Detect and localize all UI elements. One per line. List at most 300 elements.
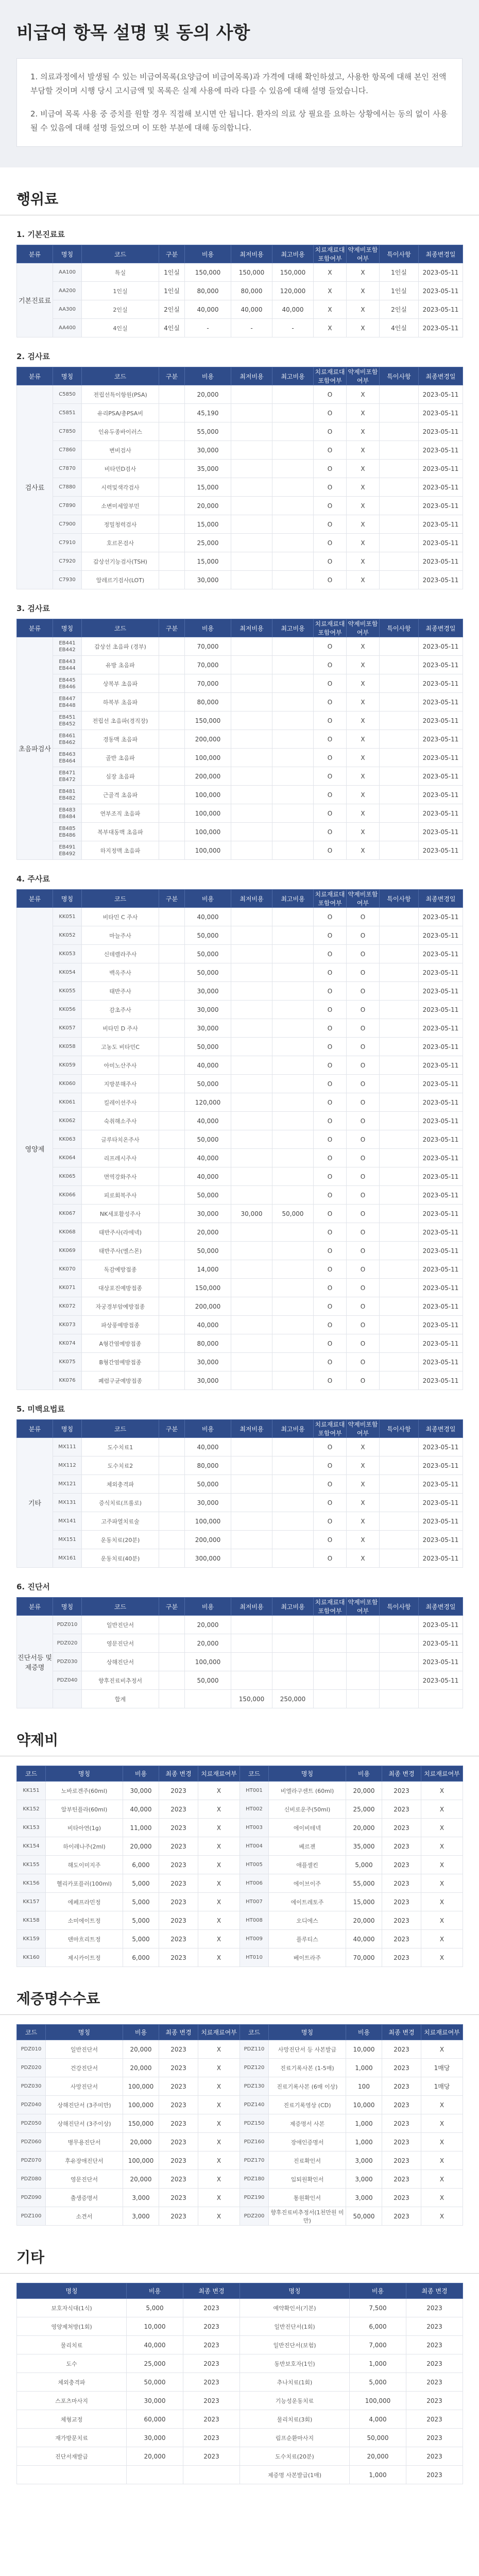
table-cell: O (347, 1353, 380, 1371)
table-cell: X (347, 804, 380, 823)
table-row (17, 2170, 463, 2189)
table-cell (314, 1690, 347, 1708)
table-cell: 에이트레토주 (269, 1893, 346, 1911)
column-header: 코드 (240, 2025, 269, 2040)
table-cell: O (314, 926, 347, 945)
table-cell (159, 1297, 185, 1316)
table-cell: 1매당 (421, 2077, 463, 2096)
table-cell: 100,000 (123, 2151, 159, 2170)
table-cell: X (198, 1819, 240, 1837)
table-cell: 노바로겐주(60ml) (46, 1782, 123, 1800)
table-cell: 2023-05-11 (419, 1475, 463, 1494)
table-cell: 2023-05-11 (419, 1531, 463, 1549)
table-cell: 2023-05-11 (419, 1260, 463, 1279)
table-cell (159, 786, 185, 804)
table-cell: EB491 EB492 (53, 841, 82, 860)
table-cell (380, 1494, 419, 1512)
table-cell (272, 711, 314, 730)
table-cell (272, 1019, 314, 1038)
column-header: 약제비포함여부 (347, 245, 380, 263)
table-row (17, 1093, 463, 1112)
table-cell: 합계 (82, 1690, 159, 1708)
notice-box (16, 58, 463, 147)
table-row (17, 693, 463, 711)
table-row (17, 497, 463, 515)
table-cell: O (314, 730, 347, 749)
table-cell: 제증명서 사본 (269, 2114, 346, 2133)
table-cell: X (347, 823, 380, 841)
table-cell: 오디에스 (269, 1911, 346, 1930)
table-cell: 비타민 D 주사 (82, 1019, 159, 1038)
table-cell: 10,000 (346, 2096, 382, 2114)
table-cell: 2023-05-11 (419, 804, 463, 823)
column-header: 코드 (82, 619, 159, 637)
table-cell: 2023-05-11 (419, 1038, 463, 1056)
table-cell: 2023-05-11 (419, 1316, 463, 1334)
table-cell: 하복부 초음파 (82, 693, 159, 711)
table-cell: 2023-05-11 (419, 1001, 463, 1019)
table-row (17, 2096, 463, 2114)
table-cell (380, 1353, 419, 1371)
table-cell: 2023-05-11 (419, 1130, 463, 1149)
table-cell: 물리치료 (17, 2336, 127, 2354)
column-header: 치료재료여부 (421, 1766, 463, 1782)
table-cell (159, 1056, 185, 1075)
table-cell (159, 1112, 185, 1130)
table-cell (159, 674, 185, 693)
table-row (17, 982, 463, 1001)
table-cell (231, 1531, 272, 1549)
table-cell: EB447 EB448 (53, 693, 82, 711)
table-cell: X (347, 282, 380, 300)
column-header: 최종 변경 (382, 1766, 421, 1782)
table-row (17, 1297, 463, 1316)
table-cell: 2023 (159, 1948, 198, 1967)
table-cell: 1인실 (380, 263, 419, 282)
table-cell: O (347, 1334, 380, 1353)
table-cell: X (347, 1475, 380, 1494)
table-cell: 비타민 C 주사 (82, 908, 159, 926)
table-cell (231, 1223, 272, 1242)
table-cell (159, 460, 185, 478)
table-cell: 20,000 (185, 497, 231, 515)
table-row (17, 2447, 463, 2466)
table-cell: 2023-05-11 (419, 571, 463, 589)
table-cell: X (198, 1930, 240, 1948)
table-cell: PDZ150 (240, 2114, 269, 2133)
table-cell: C5851 (53, 404, 82, 422)
table-cell: 150,000 (231, 263, 272, 282)
table-header-row (17, 890, 463, 908)
table-cell: 상해진단서 (82, 1653, 159, 1671)
table-cell: O (314, 552, 347, 571)
table-cell: 예약확인서(기본) (240, 2299, 350, 2317)
table-cell: X (347, 730, 380, 749)
table-cell: 1인실 (159, 263, 185, 282)
table-row (17, 515, 463, 534)
group-label: 기본진료료 (17, 263, 53, 337)
table-cell: 15,000 (346, 1893, 382, 1911)
table-cell (380, 404, 419, 422)
table-cell: X (198, 2077, 240, 2096)
table-cell (380, 1653, 419, 1671)
table-cell: O (347, 1056, 380, 1075)
column-header: 최고비용 (272, 1598, 314, 1616)
table-row (17, 1242, 463, 1260)
table-cell: 진료확인서 (269, 2151, 346, 2170)
table-cell: X (421, 2151, 463, 2170)
table-cell: 후유장애진단서 (46, 2151, 123, 2170)
table-cell: KK075 (53, 1353, 82, 1371)
table-cell: 폐렴구균예방접종 (82, 1371, 159, 1390)
table-cell: O (314, 1130, 347, 1149)
hero (0, 0, 479, 167)
table-cell: X (314, 319, 347, 337)
table-cell (272, 963, 314, 982)
fee-table (16, 619, 463, 860)
table-cell (272, 460, 314, 478)
table-cell (231, 1130, 272, 1149)
table-cell (231, 1512, 272, 1531)
table-cell: 진료기록영상 (CD) (269, 2096, 346, 2114)
column-header: 최종 변경 (382, 2025, 421, 2040)
table-cell: O (314, 404, 347, 422)
table-cell (380, 1616, 419, 1634)
table-cell: KK052 (53, 926, 82, 945)
table-cell: 4인실 (82, 319, 159, 337)
table-cell: 건강진단서 (46, 2059, 123, 2077)
table-cell (231, 1438, 272, 1456)
table-cell: 40,000 (185, 908, 231, 926)
table-cell: X (198, 1782, 240, 1800)
table-cell: KK055 (53, 982, 82, 1001)
table-cell (231, 823, 272, 841)
table-cell: O (314, 478, 347, 497)
table-cell (380, 1038, 419, 1056)
table-row (17, 1837, 463, 1856)
table-cell (380, 1260, 419, 1279)
table-cell: X (347, 441, 380, 460)
table-cell: 40,000 (185, 1056, 231, 1075)
table-cell (272, 841, 314, 860)
table-cell: 10,000 (346, 2040, 382, 2059)
group-label: 기타 (17, 1438, 53, 1568)
table-cell: EB451 EB452 (53, 711, 82, 730)
table-cell (159, 1634, 185, 1653)
table-cell: 60,000 (127, 2410, 183, 2429)
table-cell: C7850 (53, 422, 82, 441)
table-cell: 200,000 (185, 1297, 231, 1316)
table-cell (159, 1334, 185, 1353)
table-row (17, 1112, 463, 1130)
table-cell: 상복부 초음파 (82, 674, 159, 693)
table-cell: X (347, 1438, 380, 1456)
table-cell: EB461 EB462 (53, 730, 82, 749)
table-cell: 2023 (382, 2170, 421, 2189)
table-cell (159, 1531, 185, 1549)
table-cell: 도수치료(20분) (240, 2447, 350, 2466)
table-cell: 헬리카포플러(100ml) (46, 1874, 123, 1893)
table-cell (231, 1112, 272, 1130)
table-cell: 25,000 (127, 2354, 183, 2373)
table-cell: O (314, 1019, 347, 1038)
table-cell: 100,000 (185, 1653, 231, 1671)
table-cell: 2023-05-11 (419, 552, 463, 571)
table-cell: X (347, 552, 380, 571)
table-cell (380, 1438, 419, 1456)
column-header: 비용 (185, 367, 231, 385)
table-cell: 3,000 (346, 2170, 382, 2189)
table-cell: 사망진단서 등 사본발급 (269, 2040, 346, 2059)
table-cell: EB483 EB484 (53, 804, 82, 823)
table-cell: O (314, 1316, 347, 1334)
table-cell (380, 1334, 419, 1353)
table-row (17, 2317, 463, 2336)
table-cell: 5,000 (350, 2373, 406, 2392)
table-cell: 150,000 (231, 1690, 272, 1708)
table-row (17, 571, 463, 589)
table-cell (272, 1223, 314, 1242)
table-cell (159, 1186, 185, 1205)
table-cell: 1인실 (380, 282, 419, 300)
table-cell: 소견서 (46, 2207, 123, 2226)
table-cell (231, 1671, 272, 1690)
table-row (17, 2410, 463, 2429)
table-cell (272, 552, 314, 571)
table-cell: PDZ070 (17, 2151, 46, 2170)
table-cell: X (347, 1512, 380, 1531)
table-cell: 35,000 (346, 1837, 382, 1856)
table-cell: 2023 (382, 1856, 421, 1874)
table-cell (314, 1671, 347, 1690)
table-cell (380, 1056, 419, 1075)
table-cell: O (314, 945, 347, 963)
table-cell (380, 637, 419, 656)
column-header: 명칭 (53, 890, 82, 908)
table-cell: 고주파열치료술 (82, 1512, 159, 1531)
table-cell: 체외충격파 (82, 1475, 159, 1494)
table-cell (272, 674, 314, 693)
column-header: 최종 변경 (159, 1766, 198, 1782)
table-cell: O (347, 1038, 380, 1056)
column-header: 치료재료여부 (198, 2025, 240, 2040)
table-cell: KK066 (53, 1186, 82, 1205)
table-cell: MX111 (53, 1438, 82, 1456)
table-cell (419, 1690, 463, 1708)
table-cell (127, 2466, 183, 2484)
table-cell: 2023 (159, 2151, 198, 2170)
table-cell: O (314, 908, 347, 926)
column-header: 명칭 (53, 1420, 82, 1438)
table-cell (159, 1167, 185, 1186)
table-cell: 30,000 (185, 571, 231, 589)
fee-table (16, 1766, 463, 1967)
table-row (17, 2354, 463, 2373)
table-cell: HT005 (240, 1856, 269, 1874)
table-cell: O (314, 385, 347, 404)
column-header: 최종 변경 (183, 2283, 240, 2299)
table-cell: X (198, 2189, 240, 2207)
table-cell: 숙취해소주사 (82, 1112, 159, 1130)
table-cell: 2023 (183, 2299, 240, 2317)
table-cell: 인유두종바이러스 (82, 422, 159, 441)
table-cell: O (314, 841, 347, 860)
table-row (17, 441, 463, 460)
table-cell: 200,000 (185, 730, 231, 749)
table-cell: 기능성운동치료 (240, 2392, 350, 2410)
table-cell: 250,000 (272, 1690, 314, 1708)
column-header: 비용 (185, 1420, 231, 1438)
table-cell (272, 497, 314, 515)
table-row (17, 1819, 463, 1837)
table-cell: EB441 EB442 (53, 637, 82, 656)
table-cell: 2023 (382, 1930, 421, 1948)
table-cell: O (314, 1075, 347, 1093)
table-cell: X (198, 1856, 240, 1874)
table-row (17, 422, 463, 441)
table-cell (231, 478, 272, 497)
table-cell: X (198, 2170, 240, 2189)
table-cell: 상해진단서 (3주미만) (46, 2096, 123, 2114)
column-header: 최저비용 (231, 245, 272, 263)
table-cell: X (421, 1948, 463, 1967)
section-title: 4. 주사료 (16, 874, 50, 884)
table-cell (272, 1634, 314, 1653)
table-cell: X (421, 1782, 463, 1800)
column-header: 약제비포함여부 (347, 890, 380, 908)
table-cell: 45,190 (185, 404, 231, 422)
table-cell (231, 460, 272, 478)
table-cell (380, 1456, 419, 1475)
table-cell: O (314, 767, 347, 786)
table-cell (272, 1242, 314, 1260)
table-cell (272, 515, 314, 534)
column-header: 최종변경일 (419, 1598, 463, 1616)
table-cell: 향후진료비추정서 (82, 1671, 159, 1690)
table-cell: O (314, 963, 347, 982)
table-cell: O (314, 674, 347, 693)
table-cell (272, 637, 314, 656)
table-cell: 사망진단서 (46, 2077, 123, 2096)
table-cell: 11,000 (123, 1819, 159, 1837)
table-cell: O (314, 982, 347, 1001)
table-cell (159, 404, 185, 422)
table-cell (231, 674, 272, 693)
table-cell: 영문진단서 (82, 1634, 159, 1653)
table-cell: 20,000 (123, 2040, 159, 2059)
table-cell (159, 767, 185, 786)
table-row (17, 1316, 463, 1334)
table-cell: 통원확인서 (269, 2189, 346, 2207)
table-cell: 비타민D검사 (82, 460, 159, 478)
table-cell: MX131 (53, 1494, 82, 1512)
table-cell: 2023-05-11 (419, 823, 463, 841)
table-row (17, 945, 463, 963)
table-cell: 진료기록사본 (1-5매) (269, 2059, 346, 2077)
table-cell: 유리PSA/총PSA비 (82, 404, 159, 422)
table-row (17, 1893, 463, 1911)
table-cell (272, 767, 314, 786)
table-row (17, 1279, 463, 1297)
table-row (17, 2299, 463, 2317)
table-cell: KK069 (53, 1242, 82, 1260)
table-cell: 1,000 (350, 2354, 406, 2373)
table-row (17, 404, 463, 422)
table-cell: 2023 (382, 1782, 421, 1800)
table-row (17, 1930, 463, 1948)
table-cell: EB445 EB446 (53, 674, 82, 693)
column-header: 약제비포함여부 (347, 1598, 380, 1616)
table-cell (159, 1205, 185, 1223)
table-cell: 40,000 (185, 1438, 231, 1456)
table-cell: 30,000 (185, 982, 231, 1001)
table-cell: EB481 EB482 (53, 786, 82, 804)
table-cell (231, 1371, 272, 1390)
table-cell: 30,000 (185, 1019, 231, 1038)
table-cell: 체형교정 (17, 2410, 127, 2429)
table-cell: 2023-05-11 (419, 1242, 463, 1260)
table-cell: 2023 (183, 2354, 240, 2373)
table-cell: 2023-05-11 (419, 385, 463, 404)
table-cell: B형간염예방접종 (82, 1353, 159, 1371)
column-header: 특이사항 (380, 1420, 419, 1438)
table-cell (272, 926, 314, 945)
table-cell: 2023 (159, 2077, 198, 2096)
table-cell (380, 1316, 419, 1334)
table-cell (380, 1512, 419, 1531)
table-cell: 2023 (159, 1930, 198, 1948)
table-cell: 감초주사 (82, 1001, 159, 1019)
table-cell: 독감예방접종 (82, 1260, 159, 1279)
table-cell: X (421, 1819, 463, 1837)
column-header: 최저비용 (231, 890, 272, 908)
table-cell (380, 515, 419, 534)
table-row (17, 1671, 463, 1690)
table-cell: 복부대동맥 초음파 (82, 823, 159, 841)
table-cell: PDZ020 (53, 1634, 82, 1653)
table-cell (159, 515, 185, 534)
table-cell (231, 441, 272, 460)
table-row (17, 1438, 463, 1456)
table-cell: O (347, 1242, 380, 1260)
table-cell: 2023-05-11 (419, 1456, 463, 1475)
table-cell: O (347, 1130, 380, 1149)
table-cell: 30,000 (185, 1494, 231, 1512)
table-cell (272, 1038, 314, 1056)
table-cell: 근골격 초음파 (82, 786, 159, 804)
table-cell: 2023-05-11 (419, 908, 463, 926)
table-cell: O (314, 571, 347, 589)
table-row (17, 2040, 463, 2059)
table-cell (159, 1149, 185, 1167)
table-cell: 2023-05-11 (419, 1616, 463, 1634)
table-cell: 2023-05-11 (419, 1205, 463, 1223)
table-cell (231, 749, 272, 767)
table-cell: 20,000 (185, 1223, 231, 1242)
table-cell: PDZ040 (17, 2096, 46, 2114)
table-cell: X (347, 319, 380, 337)
table-cell (159, 1130, 185, 1149)
table-cell (272, 1130, 314, 1149)
table-cell: 2023 (159, 1819, 198, 1837)
table-cell: 연부조직 초음파 (82, 804, 159, 823)
table-row (17, 1353, 463, 1371)
table-cell: KK076 (53, 1371, 82, 1390)
table-cell: PDZ040 (53, 1671, 82, 1690)
column-header: 최저비용 (231, 619, 272, 637)
table-cell: 50,000 (185, 1475, 231, 1494)
table-cell (314, 1653, 347, 1671)
